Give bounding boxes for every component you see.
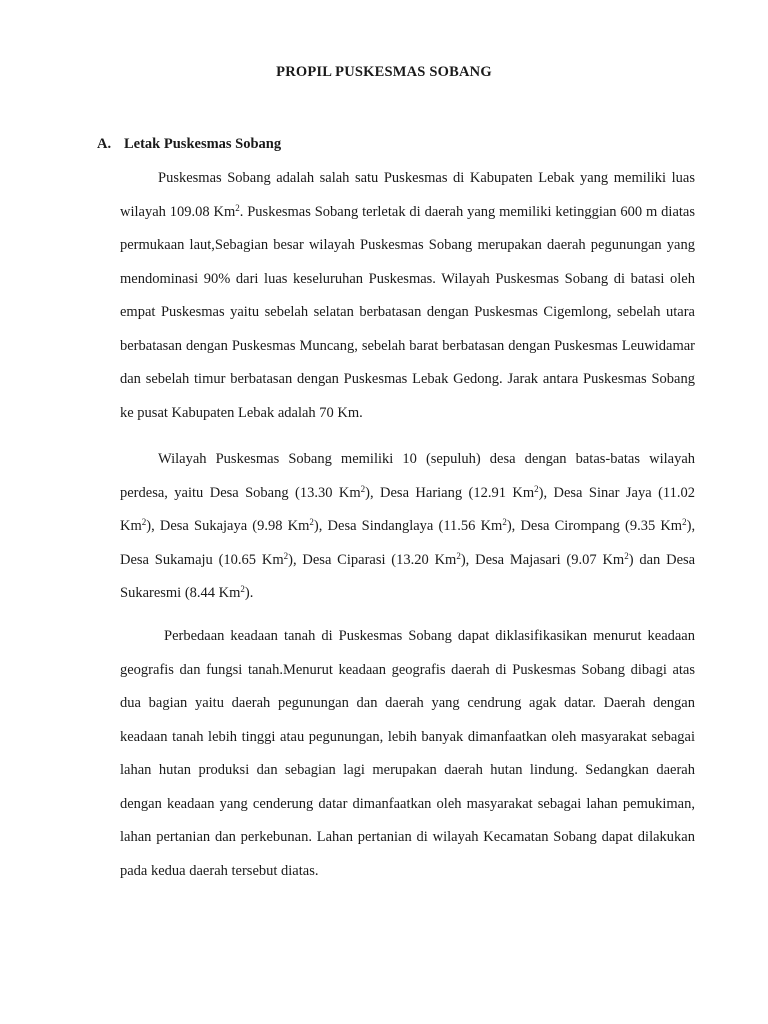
village-separator: ,: [151, 518, 160, 534]
superscript-2: 2: [235, 202, 240, 213]
village-close-paren: ): [288, 551, 293, 568]
sentence-end: .: [249, 585, 254, 601]
village-item: [120, 552, 293, 568]
village-name: Desa Ciparasi (: [302, 551, 397, 568]
superscript-2: 2: [240, 584, 245, 594]
village-item: [520, 518, 691, 534]
village-item: [160, 518, 319, 534]
village-name: Desa Sukamaju (: [120, 551, 224, 568]
superscript-2: 2: [360, 483, 366, 494]
paragraph-land-condition: Perbedaan keadaan tanah di Puskesmas Sobang dapat diklasifikasikan menurut keadaan geografis dan fungsi tanah.Menurut keadaan geografis daerah di Puskesmas Sobang dibagi atas dua bagian yaitu daerah pegunungan dan daerah yang cendrung agak datar. Daerah dengan keadaan tanah lebih tinggi atau pegunungan, lebih banyak dimanfaatkan oleh masyarakat sebagai lahan hutan produksi dan sebagian lagi merupakan daerah hutan lindung. Sedangkan daerah dengan keadaan yang cenderung datar dimanfaatkan oleh masyarakat sebagai lahan pemukiman, lahan pertanian dan perkebunan. Lahan pertanian di wilayah Kecamatan Sobang dapat dilakukan pada kedua daerah tersebut diatas.: [120, 628, 695, 879]
village-item: [380, 485, 543, 501]
village-area: 13.30 Km: [299, 484, 361, 501]
superscript-2: 2: [309, 517, 314, 527]
village-area: 11.02 Km: [120, 484, 695, 534]
village-area: 9.35 Km: [629, 518, 683, 534]
village-area: 9.07 Km: [571, 551, 625, 568]
village-separator: ,: [318, 518, 328, 534]
section-heading: [97, 136, 281, 153]
village-close-paren: ): [313, 518, 319, 534]
section-letter: A.: [97, 136, 112, 152]
village-close-paren: ): [628, 551, 634, 568]
superscript-2: 2: [624, 550, 629, 561]
paragraph-location-text-2: . Puskesmas Sobang terletak di daerah yang memiliki ketinggian 600 m diatas permukaan laut,Sebagian besar wilayah Puskesmas Sobang merupakan daerah pegunungan yang mendominasi 90% dari luas keseluruhan Puskesmas. Wilayah Puskesmas Sobang di batasi oleh empat Puskesmas yaitu sebelah selatan berbatasan dengan Puskesmas Cigemlong, sebelah utara berbatasan dengan Puskesmas Muncang, sebelah barat berbatasan dengan Puskesmas Leuwidamar dan sebelah timur berbatasan dengan Puskesmas Lebak Gedong. Jarak antara Puskesmas Sobang ke pusat Kabupaten Lebak adalah 70 Km.: [120, 203, 695, 421]
superscript-2: 2: [682, 517, 687, 527]
village-area: 11.56 Km: [443, 518, 503, 534]
paragraph-villages-intro: Wilayah Puskesmas Sobang memiliki 10 (sepuluh) desa dengan batas-batas wilayah perdesa, yaitu: [120, 451, 695, 501]
village-separator: ,: [543, 484, 554, 501]
village-item: [475, 552, 633, 568]
village-area: 12.91 Km: [473, 484, 535, 501]
village-name: Desa Hariang (: [380, 484, 474, 501]
paragraph-location: [120, 162, 695, 430]
superscript-2: 2: [502, 517, 507, 527]
village-separator: ,: [292, 551, 303, 568]
village-area: 10.65 Km: [223, 551, 284, 568]
village-name: Desa Sukaresmi (: [120, 551, 696, 601]
superscript-2: 2: [141, 517, 147, 527]
village-separator: ,: [465, 551, 476, 568]
village-name: Desa Sobang (: [209, 484, 300, 501]
superscript-2: 2: [456, 550, 461, 561]
village-name: Desa Majasari (: [475, 551, 572, 568]
section-heading-text: Letak Puskesmas Sobang: [124, 136, 282, 152]
village-close-paren: ): [506, 518, 512, 534]
village-close-paren: ): [146, 518, 152, 534]
page-title: PROPIL PUSKESMAS SOBANG: [276, 64, 492, 80]
village-close-paren: ): [538, 484, 544, 501]
village-separator: dan: [633, 551, 667, 568]
village-item: [302, 552, 465, 568]
village-close-paren: ): [244, 585, 250, 601]
village-name: Desa Sindanglaya (: [327, 518, 444, 534]
village-close-paren: ): [686, 518, 692, 534]
paragraph-villages: [120, 443, 695, 611]
village-separator: ,: [369, 484, 381, 501]
village-close-paren: ): [460, 551, 466, 568]
village-name: Desa Cirompang (: [520, 518, 630, 534]
village-area: 8.44 Km: [189, 585, 241, 601]
village-item: [210, 485, 370, 501]
village-separator: ,: [691, 518, 696, 534]
village-item: [328, 518, 512, 534]
superscript-2: 2: [283, 550, 289, 561]
village-name: Desa Sinar Jaya (: [553, 484, 663, 501]
village-area: 9.98 Km: [257, 518, 310, 534]
village-close-paren: ): [365, 484, 370, 501]
village-name: Desa Sukajaya (: [159, 518, 258, 534]
paragraph-location-text-1: Puskesmas Sobang adalah salah satu Puskesmas di Kabupaten Lebak yang memiliki luas wilayah 109.08 Km: [120, 170, 695, 220]
village-area: 13.20 Km: [396, 551, 457, 568]
superscript-2: 2: [534, 483, 539, 494]
village-separator: ,: [511, 518, 521, 534]
